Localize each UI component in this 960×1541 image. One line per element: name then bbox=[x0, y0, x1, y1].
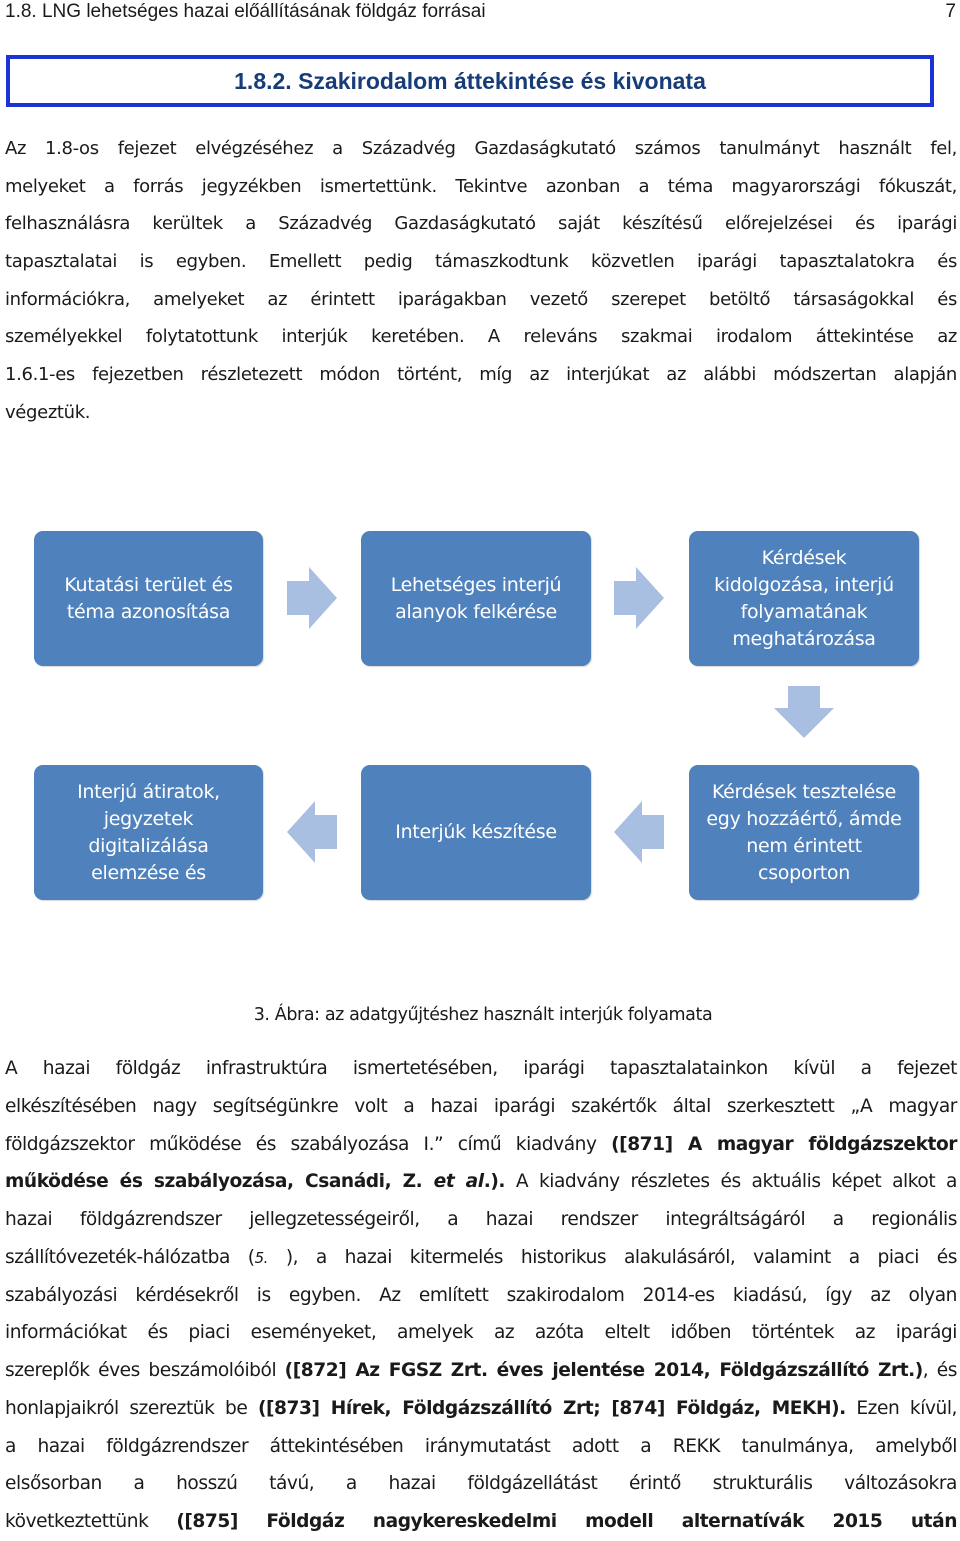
text-line: tapasztalatai is egyben. Emellett pedig támaszkodtunk közvetlen iparági tapasztalatokra és bbox=[5, 251, 957, 273]
step-label: Kérdések kidolgozása, interjú folyamatának meghatározása bbox=[714, 546, 894, 650]
step-box-define-questions bbox=[689, 531, 919, 666]
step-box-invite-interviewees bbox=[361, 531, 591, 666]
interview-process-diagram bbox=[0, 520, 960, 920]
citation: .). bbox=[483, 1171, 505, 1193]
text-run: honlapjaikról szereztük be bbox=[5, 1397, 258, 1419]
text-line: elkészítésében nagy segítségünkre volt a hazai iparági szakértők által szerkesztett „A magyar bbox=[5, 1095, 957, 1117]
step-label: Interjú átiratok, jegyzetek digitalizálása elemzése és bbox=[77, 780, 220, 884]
text-run: következtettünk bbox=[5, 1511, 177, 1532]
text-line: A hazai földgáz infrastruktúra ismertetésében, iparági tapasztalatainkon kívül a fejezet bbox=[5, 1058, 957, 1079]
text-line: hazai földgázrendszer jellegzetességeiről, a hazai rendszer integráltságáról a regionális bbox=[5, 1209, 957, 1230]
text-line: melyeket a forrás jegyzékben ismertettünk. Tekintve azonban a téma magyarországi fókuszát, bbox=[5, 175, 957, 197]
text-line: a hazai földgázrendszer áttekintésében iránymutatást adott a REKK tanulmánya, amelyből bbox=[5, 1435, 957, 1457]
text-line: felhasználásra kerültek a Századvég Gazdaságkutató saját készítésű előrejelzései és iparági bbox=[5, 213, 957, 235]
citation: működése és szabályozása, Csanádi, Z. bbox=[5, 1171, 434, 1193]
text-line: információkra, amelyeket az érintett iparágakban vezető szerepet betöltő társaságokkal és bbox=[5, 288, 957, 310]
text-run: szállítóvezeték-hálózatba ( bbox=[5, 1246, 255, 1268]
text-line bbox=[5, 1390, 957, 1428]
section-heading-box bbox=[6, 55, 934, 107]
citation: ([872] Az FGSZ Zrt. éves jelentése 2014, Földgázszállító Zrt.) bbox=[284, 1360, 923, 1381]
text-run: , és bbox=[922, 1360, 957, 1381]
text-run: szereplők éves beszámolóiból bbox=[5, 1360, 285, 1381]
text-line: szabályozási kérdésekről is egyben. Az említett szakirodalom 2014-es kiadású, így az olyan bbox=[5, 1284, 957, 1306]
text-line: elsősorban a hosszú távú, a hazai földgázellátást érintő strukturális változásokra bbox=[5, 1473, 957, 1495]
citation: ([871] A magyar földgázszektor bbox=[611, 1133, 957, 1155]
text-line bbox=[5, 1163, 957, 1201]
text-run: Ezen kívül, bbox=[845, 1397, 958, 1419]
citation: ([875] Földgáz nagykereskedelmi modell alternatívák 2015 után bbox=[176, 1511, 957, 1532]
figure-caption: 3. Ábra: az adatgyűjtéshez használt interjúk folyamata bbox=[253, 1005, 713, 1025]
step-box-conduct-interviews bbox=[361, 765, 591, 900]
left-arrow-icon bbox=[614, 801, 664, 863]
right-arrow-icon bbox=[287, 567, 337, 629]
text-line: személyekkel folytatottunk interjúk keretében. A releváns szakmai irodalom áttekintése az bbox=[5, 326, 957, 348]
text-line bbox=[5, 1126, 957, 1164]
right-arrow-icon bbox=[614, 567, 664, 629]
text-line bbox=[5, 1239, 957, 1277]
text-run: földgázszektor működése és szabályozása I.” című kiadvány bbox=[5, 1133, 612, 1155]
down-arrow-icon bbox=[774, 686, 834, 738]
text-line: információkat és piaci eseményeket, amelyek az azóta eltelt időben történtek az iparági bbox=[5, 1322, 957, 1344]
text-line bbox=[5, 1352, 957, 1390]
citation-italic: et al bbox=[433, 1171, 484, 1193]
left-arrow-icon bbox=[287, 801, 337, 863]
step-label: Kérdések tesztelése egy hozzáértő, ámde nem érintett csoporton bbox=[706, 780, 902, 884]
page-header bbox=[5, 0, 960, 28]
figure-reference: 5. bbox=[254, 1248, 269, 1267]
step-box-test-questions bbox=[689, 765, 919, 900]
text-run: A kiadvány részletes és aktuális képet alkot a bbox=[504, 1171, 957, 1193]
step-box-transcripts bbox=[34, 765, 263, 900]
step-label: Interjúk készítése bbox=[395, 821, 557, 843]
page-number: 7 bbox=[945, 1, 956, 22]
text-line: végeztük. bbox=[5, 401, 91, 423]
step-box-research-area bbox=[34, 531, 263, 666]
text-line: 1.6.1-es fejezetben részletezett módon történt, míg az interjúkat az alábbi módszertan alapján bbox=[5, 364, 957, 386]
step-label: Kutatási terület és téma azonosítása bbox=[64, 573, 233, 623]
section-title: 1.8.2. Szakirodalom áttekintése és kivonata bbox=[234, 68, 706, 94]
header-title: 1.8. LNG lehetséges hazai előállításának földgáz forrásai bbox=[5, 1, 486, 22]
text-line: Az 1.8-os fejezet elvégzéséhez a Századvég Gazdaságkutató számos tanulmányt használt fel, bbox=[5, 138, 957, 159]
step-label: Lehetséges interjú alanyok felkérése bbox=[390, 573, 562, 623]
citation: ([873] Hírek, Földgázszállító Zrt; [874] Földgáz, MEKH). bbox=[257, 1397, 846, 1419]
body-paragraph bbox=[5, 1050, 957, 1541]
intro-paragraph bbox=[5, 130, 957, 432]
text-run: ), a hazai kitermelés historikus alakulásáról, valamint a piaci és bbox=[268, 1246, 958, 1268]
text-line bbox=[5, 1503, 957, 1541]
